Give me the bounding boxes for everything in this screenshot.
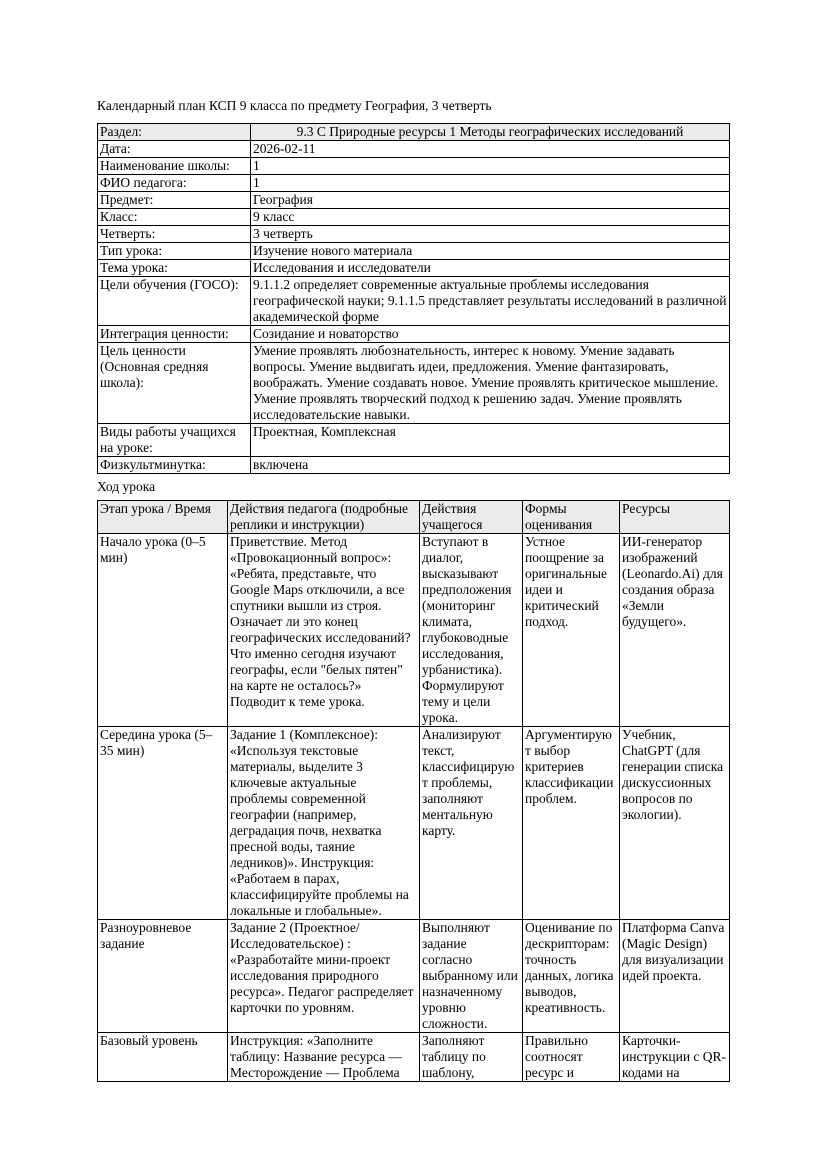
student-actions-cell: Выполняют задание согласно выбранному или назначенному уровню сложности. [420, 920, 523, 1033]
info-row-goals [98, 277, 730, 326]
info-label: Дата: [98, 141, 251, 158]
teacher-actions-cell: Инструкция: «Заполните таблицу: Название ресурса — Месторождение — Проблема [228, 1033, 420, 1082]
info-row-subject [98, 192, 730, 209]
info-value: Исследования и исследователи [251, 260, 730, 277]
assessment-cell: Устное поощрение за оригинальные идеи и критический подход. [523, 534, 620, 727]
info-row-teacher [98, 175, 730, 192]
info-value: География [251, 192, 730, 209]
info-label: Тип урока: [98, 243, 251, 260]
info-row-fizminutka [98, 457, 730, 474]
info-row-values-integration [98, 326, 730, 343]
info-value: 2026-02-11 [251, 141, 730, 158]
info-label: Цели обучения (ГОСО): [98, 277, 251, 326]
info-value: 1 [251, 158, 730, 175]
stage-cell: Разноуровневое задание [98, 920, 228, 1033]
resources-cell: Карточки-инструкции с QR-кодами на [620, 1033, 730, 1082]
info-label: Виды работы учащихся на уроке: [98, 424, 251, 457]
assessment-cell: Правильно соотносят ресурс и [523, 1033, 620, 1082]
col-header-stage: Этап урока / Время [98, 501, 228, 534]
teacher-actions-cell: Задание 1 (Комплексное): «Используя текстовые материалы, выделите 3 ключевые актуальные проблемы современной географии (например, деградация почв, нехватка пресной воды, таяние ледников)». Инструкция: «Работаем в парах, классифицируйте проблемы на локальные и глобальные». [228, 727, 420, 920]
info-label: Наименование школы: [98, 158, 251, 175]
lesson-row-basic-level [98, 1033, 730, 1082]
info-value: включена [251, 457, 730, 474]
info-value: 9 класс [251, 209, 730, 226]
teacher-actions-cell: Задание 2 (Проектное/Исследовательское) : «Разработайте мини-проект исследования природного ресурса». Педагог распределяет карточки по уровням. [228, 920, 420, 1033]
info-row-work-types [98, 424, 730, 457]
stage-cell: Начало урока (0–5 мин) [98, 534, 228, 727]
info-label: Интеграция ценности: [98, 326, 251, 343]
info-label: Тема урока: [98, 260, 251, 277]
assessment-cell: Аргументируют выбор критериев классификации проблем. [523, 727, 620, 920]
info-row-razdel [98, 124, 730, 141]
info-value: 9.1.1.2 определяет современные актуальные проблемы исследования географической науки; 9.1.1.5 представляет результаты исследований в различной академической форме [251, 277, 730, 326]
document-title: Календарный план КСП 9 класса по предмету География, 3 четверть [97, 98, 492, 113]
info-value: Изучение нового материала [251, 243, 730, 260]
info-label: Класс: [98, 209, 251, 226]
info-label: Физкультминутка: [98, 457, 251, 474]
info-row-lesson-type [98, 243, 730, 260]
info-value: 9.3 С Природные ресурсы 1 Методы географических исследований [251, 124, 730, 141]
col-header-student-actions: Действия учащегося [420, 501, 523, 534]
info-value: Проектная, Комплексная [251, 424, 730, 457]
info-value: 3 четверть [251, 226, 730, 243]
info-value: Умение проявлять любознательность, интерес к новому. Умение задавать вопросы. Умение выдвигать идеи, предложения. Умение фантазировать, воображать. Умение создавать новое. Умение проявлять критическое мышление. Умение проявлять творческий подход к решению задач. Умение проявлять исследовательские навыки. [251, 343, 730, 424]
student-actions-cell: Заполняют таблицу по шаблону, [420, 1033, 523, 1082]
stage-cell: Базовый уровень [98, 1033, 228, 1082]
col-header-resources: Ресурсы [620, 501, 730, 534]
info-value: 1 [251, 175, 730, 192]
info-label: ФИО педагога: [98, 175, 251, 192]
col-header-assessment: Формы оценивания [523, 501, 620, 534]
lesson-table [97, 500, 730, 1082]
info-row-class [98, 209, 730, 226]
info-label: Четверть: [98, 226, 251, 243]
info-value: Созидание и новаторство [251, 326, 730, 343]
info-table [97, 123, 730, 474]
student-actions-cell: Анализируют текст, классифицируют проблемы, заполняют ментальную карту. [420, 727, 523, 920]
info-row-quarter [98, 226, 730, 243]
assessment-cell: Оценивание по дескрипторам: точность данных, логика выводов, креативность. [523, 920, 620, 1033]
info-row-school [98, 158, 730, 175]
info-row-values-goal [98, 343, 730, 424]
col-header-teacher-actions: Действия педагога (подробные реплики и инструкции) [228, 501, 420, 534]
resources-cell: Платформа Canva (Magic Design) для визуализации идей проекта. [620, 920, 730, 1033]
lesson-row-middle [98, 727, 730, 920]
lesson-row-differentiated [98, 920, 730, 1033]
resources-cell: Учебник, ChatGPT (для генерации списка дискуссионных вопросов по экологии). [620, 727, 730, 920]
info-label: Раздел: [98, 124, 251, 141]
info-row-data [98, 141, 730, 158]
student-actions-cell: Вступают в диалог, высказывают предположения (мониторинг климата, глубоководные исследования, урбанистика). Формулируют тему и цели урока. [420, 534, 523, 727]
resources-cell: ИИ-генератор изображений (Leonardo.Ai) для создания образа «Земли будущего». [620, 534, 730, 727]
teacher-actions-cell: Приветствие. Метод «Провокационный вопрос»: «Ребята, представьте, что Google Maps отключили, а все спутники вышли из строя. Означает ли это конец географических исследований? Что именно сегодня изучают географы, если "белых пятен" на карте не осталось?» Подводит к теме урока. [228, 534, 420, 727]
info-label: Цель ценности (Основная средняя школа): [98, 343, 251, 424]
lesson-header-row [98, 501, 730, 534]
stage-cell: Середина урока (5–35 мин) [98, 727, 228, 920]
section-heading: Ход урока [97, 479, 156, 494]
info-row-lesson-theme [98, 260, 730, 277]
info-label: Предмет: [98, 192, 251, 209]
lesson-row-start [98, 534, 730, 727]
